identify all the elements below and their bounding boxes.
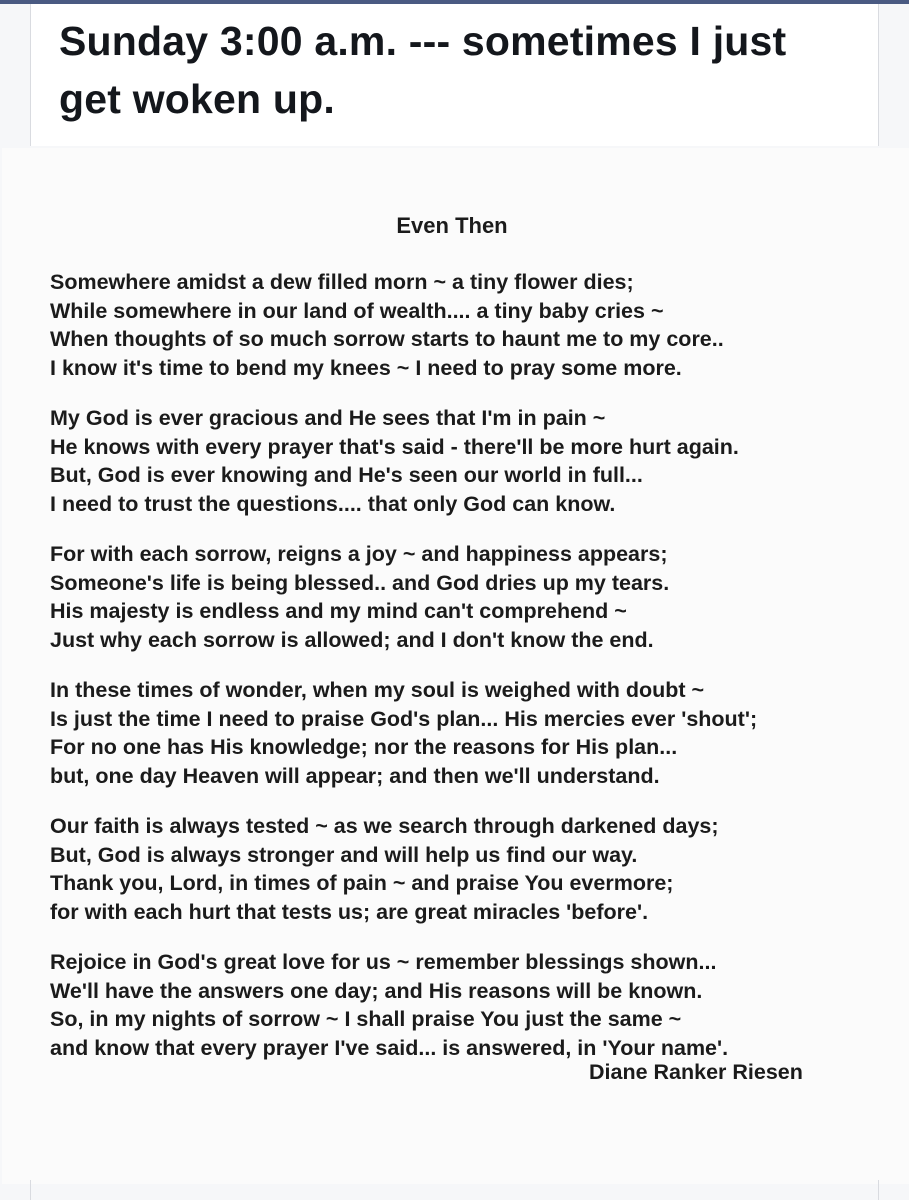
poem-line: But, God is always stronger and will help us find our way. bbox=[50, 842, 638, 867]
poem-line: My God is ever gracious and He sees that I'm in pain ~ bbox=[50, 406, 606, 430]
poem-author: Diane Ranker Riesen bbox=[589, 1060, 803, 1084]
post-title: Sunday 3:00 a.m. --- sometimes I just get woken up. bbox=[59, 18, 787, 122]
poem-line: for with each hurt that tests us; are great miracles 'before'. bbox=[50, 900, 649, 925]
poem-stanza-4 bbox=[50, 676, 905, 791]
poem-line: I know it's time to bend my knees ~ I need to pray some more. bbox=[50, 356, 682, 381]
poem-stanza-5 bbox=[50, 812, 905, 927]
poem-line: While somewhere in our land of wealth.... a tiny baby cries ~ bbox=[50, 298, 664, 323]
poem-line: He knows with every prayer that's said - there'll be more hurt again. bbox=[50, 434, 739, 459]
poem-line: In these times of wonder, when my soul is weighed with doubt ~ bbox=[50, 678, 705, 702]
card-border-left bbox=[30, 1180, 31, 1200]
poem-line: Someone's life is being blessed.. and God dries up my tears. bbox=[50, 570, 670, 595]
poem-line: Thank you, Lord, in times of pain ~ and praise You evermore; bbox=[50, 871, 674, 896]
poem-stanza-6 bbox=[50, 948, 905, 1063]
poem-line: Rejoice in God's great love for us ~ remember blessings shown... bbox=[50, 950, 717, 974]
bottom-band bbox=[0, 1184, 909, 1200]
poem-line: For no one has His knowledge; nor the reasons for His plan... bbox=[50, 735, 678, 760]
post-header bbox=[30, 4, 879, 146]
poem-image bbox=[2, 148, 909, 1184]
poem-line: For with each sorrow, reigns a joy ~ and happiness appears; bbox=[50, 542, 668, 566]
card-border-right bbox=[878, 1180, 879, 1200]
poem-line: So, in my nights of sorrow ~ I shall praise You just the same ~ bbox=[50, 1007, 682, 1032]
poem-line: Our faith is always tested ~ as we search through darkened days; bbox=[50, 814, 719, 838]
poem-line: Is just the time I need to praise God's plan... His mercies ever 'shout'; bbox=[50, 706, 758, 731]
poem-line: But, God is ever knowing and He's seen our world in full... bbox=[50, 463, 643, 488]
poem-stanza-3 bbox=[50, 540, 905, 655]
poem-line: but, one day Heaven will appear; and then we'll understand. bbox=[50, 764, 660, 789]
poem-line: We'll have the answers one day; and His reasons will be known. bbox=[50, 978, 703, 1003]
poem-line: Just why each sorrow is allowed; and I don't know the end. bbox=[50, 628, 654, 653]
poem-stanza-1 bbox=[50, 268, 905, 383]
poem-line: His majesty is endless and my mind can't comprehend ~ bbox=[50, 599, 627, 624]
poem-line: I need to trust the questions.... that only God can know. bbox=[50, 492, 616, 517]
poem-stanza-2 bbox=[50, 404, 905, 519]
poem-title: Even Then bbox=[396, 213, 508, 238]
poem-line: When thoughts of so much sorrow starts to haunt me to my core.. bbox=[50, 327, 724, 352]
poem-line: and know that every prayer I've said... is answered, in 'Your name'. bbox=[50, 1036, 729, 1061]
poem-line: Somewhere amidst a dew filled morn ~ a tiny flower dies; bbox=[50, 270, 634, 294]
